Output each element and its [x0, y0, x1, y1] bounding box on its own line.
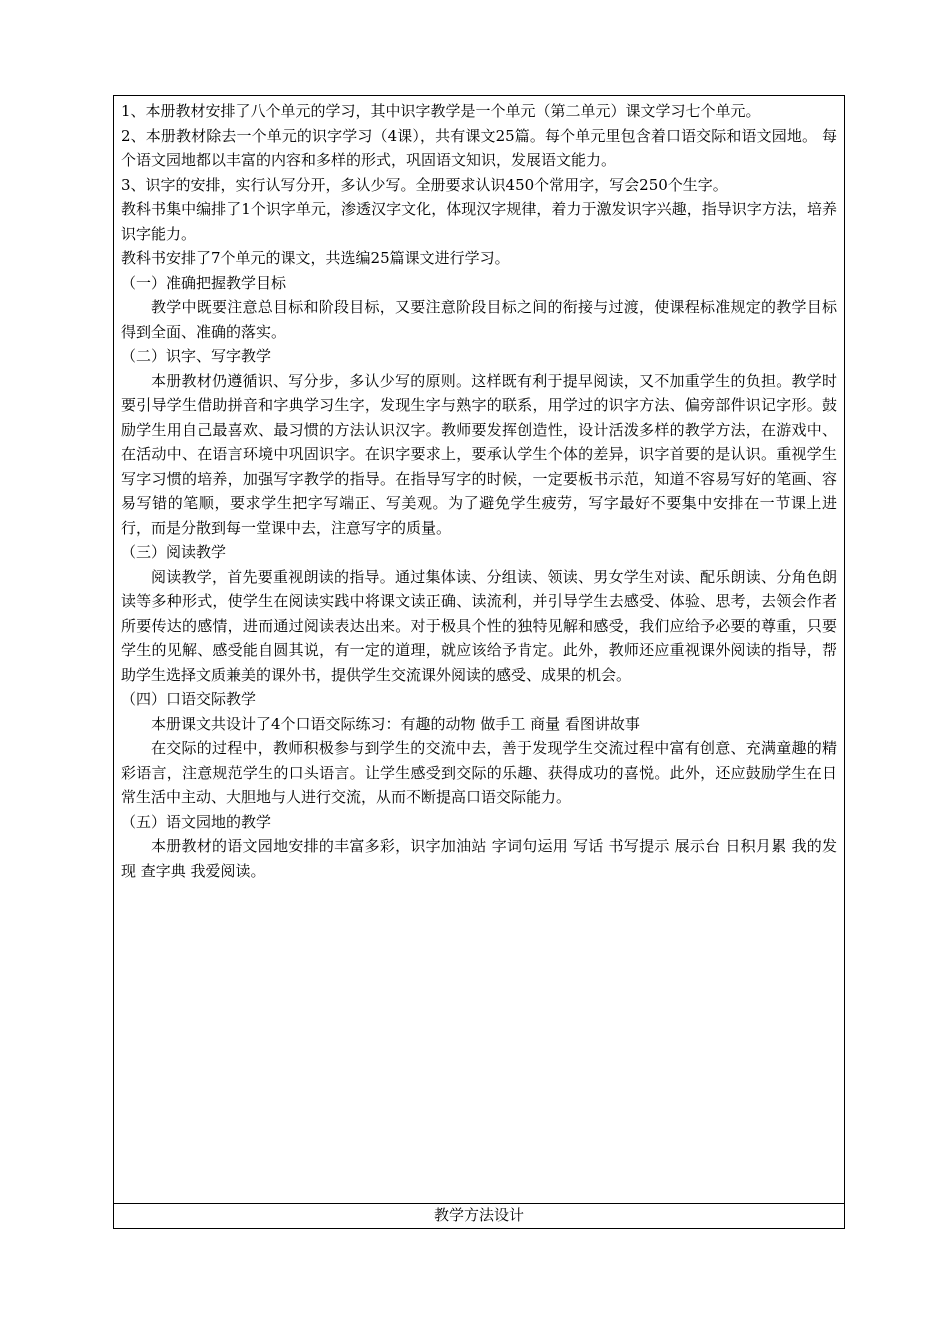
section-line: 教科书集中编排了1个识字单元，渗透汉字文化，体现汉字规律，着力于激发识字兴趣，指导识字方法，培养识字能力。	[121, 200, 837, 243]
section-line: 1、本册教材安排了八个单元的学习，其中识字教学是一个单元（第二单元）课文学习七个单元。	[121, 102, 761, 120]
section-line: 2、本册教材除去一个单元的识字学习（4课），共有课文25篇。每个单元里包含着口语交际和语文园地。 每个语文园地都以丰富的内容和多样的形式，巩固语文知识，发展语文能力。	[121, 126, 837, 169]
section-line: 教科书安排了7个单元的课文，共选编25篇课文进行学习。	[121, 249, 510, 267]
body-paragraph: 本册教材的语文园地安排的丰富多彩，识字加油站 字词句运用 写话 书写提示 展示台 日积月累 我的发现 查字典 我爱阅读。	[121, 837, 837, 880]
content-cell	[114, 96, 844, 1204]
lesson-plan-table	[113, 95, 845, 1229]
body-paragraph: 阅读教学，首先要重视朗读的指导。通过集体读、分组读、领读、男女学生对读、配乐朗读、分角色朗读等多种形式，使学生在阅读实践中将课文读正确、读流利，并引导学生去感受、体验、思考，去领会作者所要传达的感情，进而通过阅读表达出来。对于极具个性的独特见解和感受，我们应给予必要的尊重，只要学生的见解、感受能自圆其说，有一定的道理，就应该给予肯定。此外，教师还应重视课外阅读的指导，帮助学生选择文质兼美的课外书，提供学生交流课外阅读的感受、成果的机会。	[121, 567, 837, 684]
section-line: （二）识字、写字教学	[121, 347, 272, 365]
teaching-method-heading: 教学方法设计	[433, 1206, 524, 1224]
section-line: 3、识字的安排，实行认写分开，多认少写。全册要求认识450个常用字，写会250个生字。	[121, 175, 728, 194]
body-paragraph: 本册课文共设计了4个口语交际练习：有趣的动物 做手工 商量 看图讲故事	[151, 714, 640, 733]
body-paragraph: 教学中既要注意总目标和阶段目标，又要注意阶段目标之间的衔接与过渡，使课程标准规定的教学目标得到全面、准确的落实。	[121, 298, 837, 341]
body-paragraph: 本册教材仍遵循识、写分步，多认少写的原则。这样既有利于提早阅读，又不加重学生的负担。教学时要引导学生借助拼音和字典学习生字，发现生字与熟字的联系，用学过的识字方法、偏旁部件识记字形。鼓励学生用自己最喜欢、最习惯的方法认识汉字。教师要发挥创造性，设计活泼多样的教学方法，在游戏中、在活动中、在语言环境中巩固识字。在识字要求上，要承认学生个体的差异，识字首要的是认识。重视学生写字习惯的培养，加强写字教学的指导。在指导写字的时候，一定要板书示范，知道不容易写好的笔画、容易写错的笔顺，要求学生把字写端正、写美观。为了避免学生疲劳，写字最好不要集中安排在一节课上进行，而是分散到每一堂课中去，注意写字的质量。	[121, 371, 837, 537]
section-line: （五）语文园地的教学	[121, 812, 272, 831]
body-paragraph: 在交际的过程中，教师积极参与到学生的交流中去，善于发现学生交流过程中富有创意、充满童趣的精彩语言，注意规范学生的口头语言。让学生感受到交际的乐趣、获得成功的喜悦。此外，还应鼓励学生在日常生活中主动、大胆地与人进行交流，从而不断提高口语交际能力。	[121, 739, 837, 806]
section-line: （三）阅读教学	[121, 543, 227, 561]
section-line: （一）准确把握教学目标	[121, 273, 287, 292]
section-line: （四）口语交际教学	[121, 690, 257, 708]
